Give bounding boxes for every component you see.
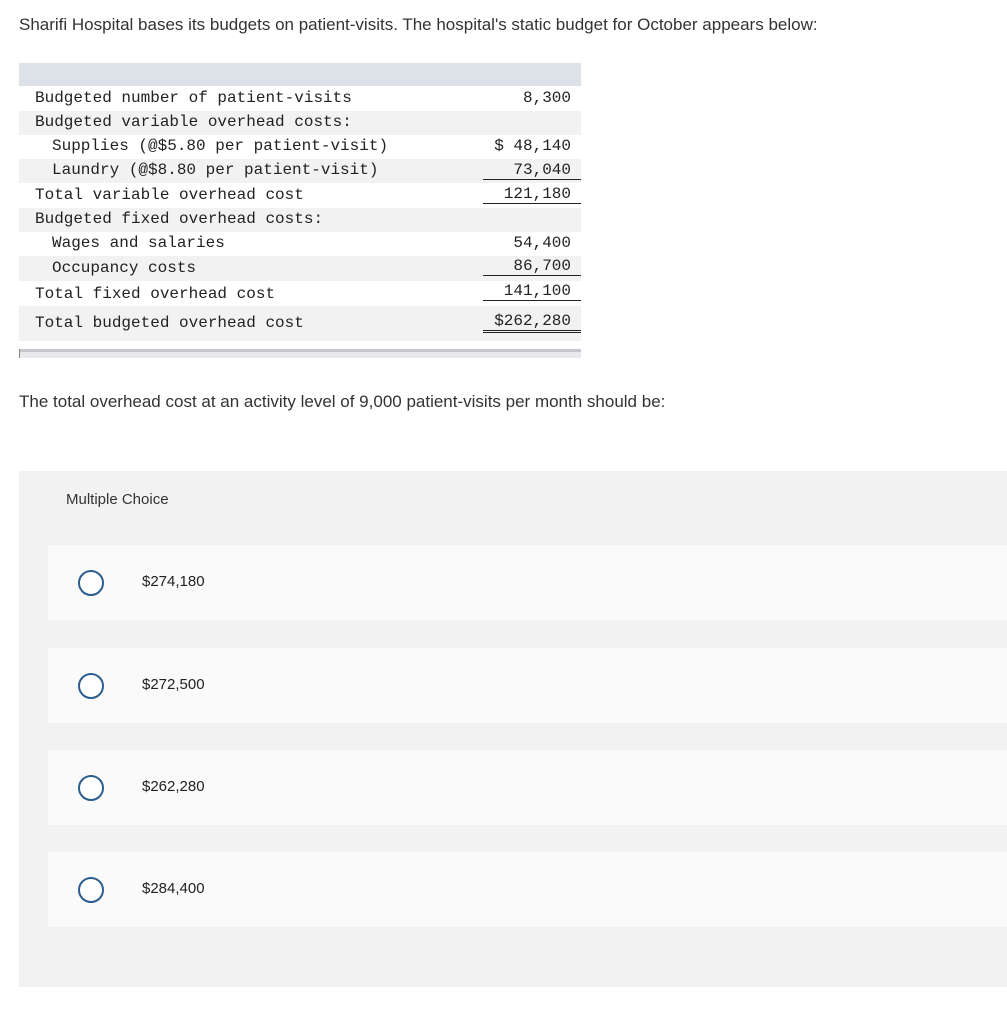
row-label: Total fixed overhead cost (35, 285, 276, 303)
question-text: The total overhead cost at an activity level of 9,000 patient-visits per month should be: (19, 392, 666, 411)
row-label: Wages and salaries (52, 234, 225, 252)
row-label: Budgeted variable overhead costs: (35, 113, 352, 131)
table-row (19, 87, 581, 111)
row-amount: $262,280 (483, 312, 581, 333)
row-label: Total budgeted overhead cost (35, 314, 304, 332)
row-amount: 54,400 (513, 234, 571, 252)
radio-button-icon[interactable] (78, 570, 104, 596)
problem-intro: Sharifi Hospital bases its budgets on patient-visits. The hospital's static budget for October appears below: (19, 15, 818, 34)
static-budget-table (19, 63, 581, 358)
table-row (19, 135, 581, 159)
row-amount: 121,180 (483, 185, 581, 204)
row-amount: 86,700 (483, 257, 581, 276)
table-row (19, 111, 581, 135)
choice-label: $262,280 (142, 778, 205, 795)
table-row (19, 183, 581, 207)
choice-option-4[interactable] (48, 852, 1007, 927)
table-row (19, 159, 581, 183)
radio-button-icon[interactable] (78, 673, 104, 699)
table-row (19, 306, 581, 341)
choice-option-1[interactable] (48, 545, 1007, 620)
choice-option-3[interactable] (48, 750, 1007, 825)
row-amount: 8,300 (522, 89, 571, 107)
table-row (19, 256, 581, 281)
choice-option-2[interactable] (48, 648, 1007, 723)
table-row (19, 232, 581, 256)
radio-button-icon[interactable] (78, 877, 104, 903)
row-label: Budgeted number of patient-visits (35, 89, 352, 107)
row-label: Budgeted fixed overhead costs: (35, 210, 324, 228)
row-label: Occupancy costs (52, 259, 197, 277)
row-label: Laundry (@$8.80 per patient-visit) (52, 161, 379, 179)
choice-label: $274,180 (142, 573, 205, 590)
choice-label: $272,500 (142, 676, 205, 693)
multiple-choice-title: Multiple Choice (66, 491, 169, 508)
table-row (19, 281, 581, 306)
row-amount: $ 48,140 (494, 137, 571, 155)
row-label: Total variable overhead cost (35, 186, 304, 204)
table-footer-tick (19, 349, 20, 358)
multiple-choice-panel (19, 471, 1007, 987)
choice-label: $284,400 (142, 880, 205, 897)
table-header-bar (19, 63, 581, 86)
radio-button-icon[interactable] (78, 775, 104, 801)
table-footer (19, 352, 581, 358)
row-label: Supplies (@$5.80 per patient-visit) (52, 137, 389, 155)
row-amount: 141,100 (483, 282, 581, 301)
table-row (19, 208, 581, 232)
row-amount: 73,040 (483, 161, 581, 180)
